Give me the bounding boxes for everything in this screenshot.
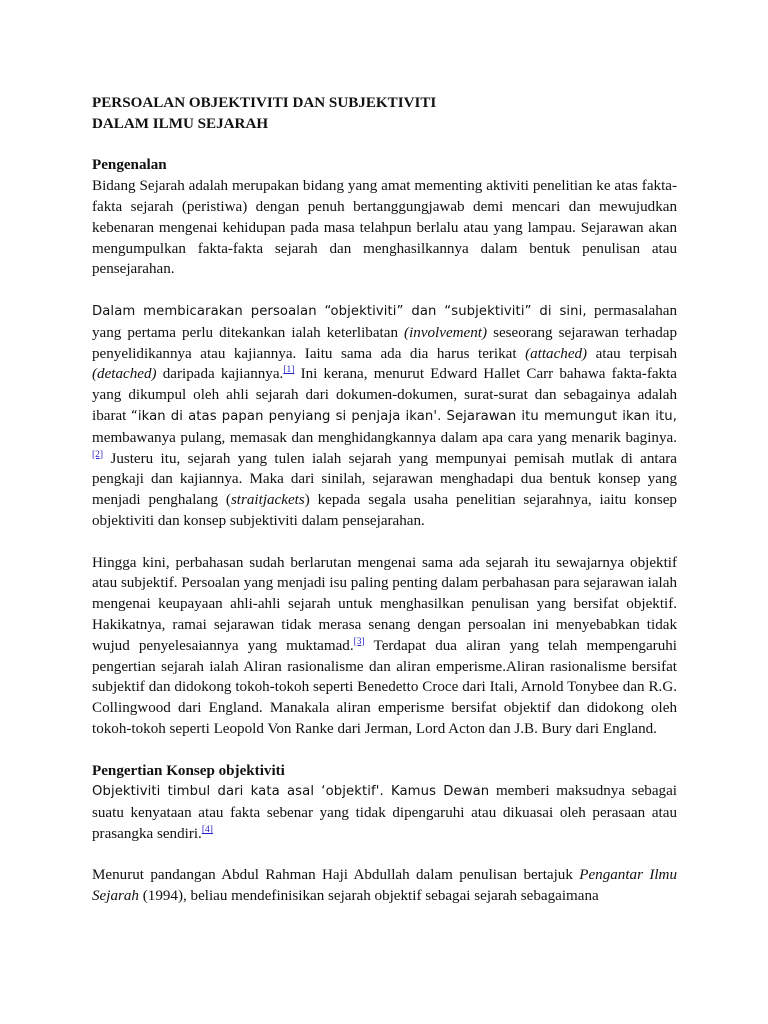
section-heading-konsep-objektiviti: Pengertian Konsep objektiviti (92, 762, 285, 779)
italic-term: (detached) (92, 366, 157, 383)
text-run: Ini kerana, menurut Edward Hallet Carr bahawa fakta-fakta yang dikumpul oleh ahli sejarah dari dokumen-dokumen, surat-surat dan sebagainya adalah ibarat (92, 366, 678, 424)
text-run: Menurut pandangan Abdul Rahman Haji Abdullah dalam penulisan bertajuk (92, 867, 580, 884)
text-run: membawanya pulang, memasak dan menghidangkannya dalam apa cara yang menarik baginya. (92, 429, 677, 446)
text-run: seseorang sejarawan terhadap penyelidikannya atau kajiannya. Iaitu sama ada dia harus terikat (92, 324, 677, 362)
text-run: Objektiviti timbul dari kata asal ‘objektif'. Kamus Dewan (92, 784, 490, 800)
paragraph-involvement (92, 301, 677, 532)
text-run: (1994), beliau mendefinisikan sejarah objektif sebagai sejarah sebagaimana (138, 888, 599, 905)
text-run: permasalahan yang pertama perlu ditekankan ialah keterlibatan (92, 302, 678, 341)
paragraph-intro: Bidang Sejarah adalah merupakan bidang yang amat mementing aktiviti penelitian ke atas fakta-fakta sejarah (peristiwa) dengan penuh bertanggungjawab demi mencari dan mewujudkan kebenaran mengenai kehidupan pada masa telahpun berlalu atau yang lampau. Sejarawan akan mengumpulkan fakta-fakta sejarah dan menghasilkannya dalam bentuk penulisan atau pensejarahan. (92, 178, 677, 278)
title-line-1: PERSOALAN OBJEKTIVITI DAN SUBJEKTIVITI (92, 95, 437, 111)
document-title (92, 93, 677, 135)
text-run: atau terpisah (587, 345, 677, 362)
text-run: “ikan di atas papan penyiang si penjaja ikan'. Sejarawan itu memungut ikan itu, (130, 408, 677, 424)
italic-term: straitjackets (230, 492, 305, 509)
text-run: Dalam membicarakan persoalan “objektiviti” dan “subjektiviti” di sini, (92, 303, 587, 319)
paragraph-debate (92, 553, 677, 740)
footnote-link-3[interactable]: [3] (353, 636, 365, 647)
text-run: Terdapat dua aliran yang telah mempengaruhi pengertian sejarah ialah Aliran rasionalisme dan aliran emperisme.Aliran rasionalisme bersifat subjektif dan didokong tokoh-tokoh seperti Benedetto Croce dari Itali, Arnold Tonybee dan R.G. Collingwood dari England. Manakala aliran emperisme bersifat objektif dan didokong oleh tokoh-tokoh seperti Leopold Von Ranke dari Jerman, Lord Acton dan J.B. Bury dari England. (92, 637, 677, 737)
footnote-link-4[interactable]: [4] (201, 824, 213, 835)
paragraph-abdul-rahman (92, 865, 677, 907)
title-line-2: DALAM ILMU SEJARAH (92, 115, 269, 132)
italic-term: (involvement) (404, 324, 488, 341)
footnote-link-1[interactable]: [1] (283, 365, 295, 376)
text-run: Hingga kini, perbahasan sudah berlarutan mengenai sama ada sejarah itu sewajarnya objektif atau subjektif. Persoalan yang menjadi isu paling penting dalam perbahasan para sejarawan ialah mengenai keupayaan ahli-ahli sejarah untuk menghasilkan penulisan yang bersifat objektif. Hakikatnya, ramai sejarawan tidak merasa senang dengan persoalan ini menyebabkan tidak wujud penyelesaiannya yang muktamad. (92, 554, 677, 654)
text-run: Justeru itu, sejarah yang tulen ialah sejarah yang mempunyai pemisah mutlak di antara pengkaji dan kajiannya. Maka dari sinilah, sejarawan menghadapi dua bentuk konsep yang menjadi penghalang ( (92, 450, 677, 509)
paragraph-objektiviti-definition (92, 781, 677, 844)
text-run: ) kepada segala usaha penelitian sejarahnya, iaitu konsep objektiviti dan konsep subjektiviti dalam pensejarahan. (92, 492, 677, 529)
footnote-link-2[interactable]: [2] (92, 449, 104, 460)
text-run: memberi maksudnya sebagai suatu kenyataan atau fakta sebenar yang tidak dipengaruhi atau dikuasai oleh perasaan atau prasangka sendiri. (92, 783, 677, 842)
document-body (92, 93, 677, 907)
section-heading-pengenalan: Pengenalan (92, 157, 167, 174)
italic-term: (attached) (525, 345, 588, 362)
book-title: Pengantar Ilmu Sejarah (92, 867, 677, 905)
text-run: daripada kajiannya. (156, 366, 284, 383)
